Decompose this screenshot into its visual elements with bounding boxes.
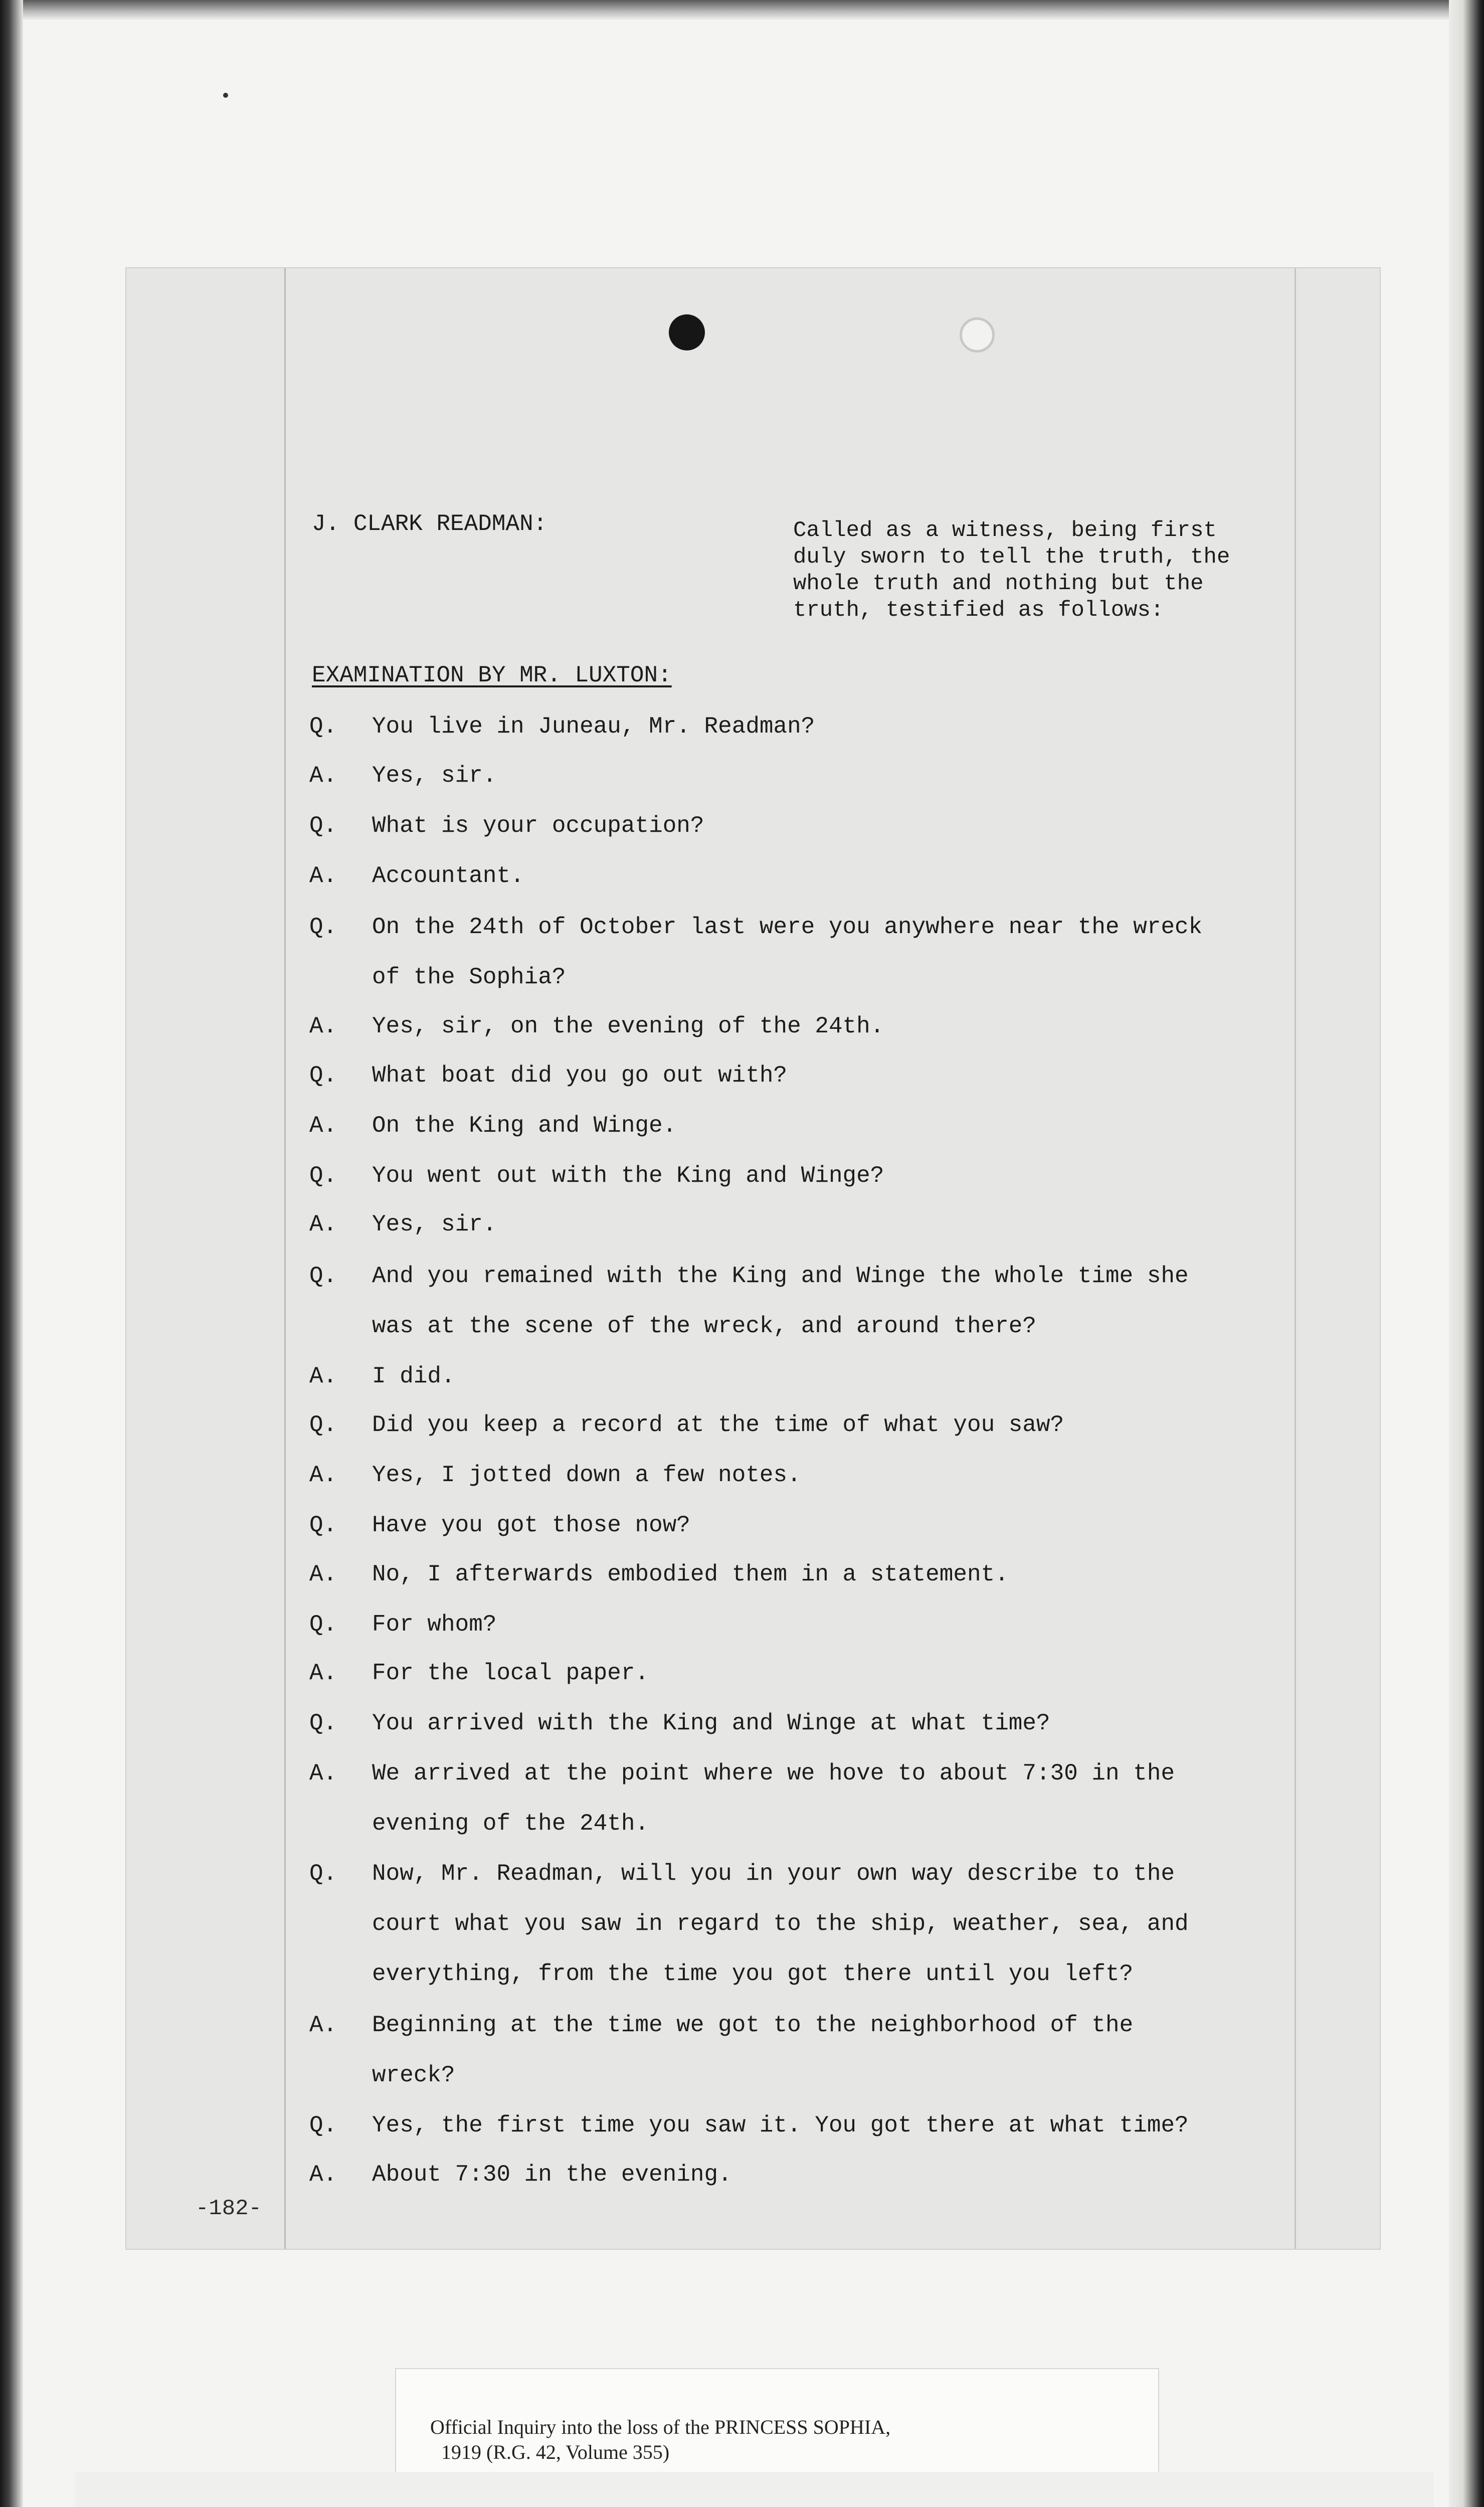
question-label: Q. [309, 914, 337, 940]
question-label: Q. [309, 1861, 337, 1887]
caption-reference: 1919 (R.G. 42, Volume 355) [441, 2441, 670, 2463]
question-label: Q. [309, 1163, 337, 1189]
question-label: Q. [309, 713, 337, 740]
punch-hole [669, 314, 705, 350]
question-label: Q. [309, 813, 337, 839]
answer-text: Yes, sir. [372, 1211, 497, 1237]
oath-line: Called as a witness, being first [793, 518, 1217, 543]
answer-text: On the King and Winge. [372, 1113, 677, 1139]
answer-label: A. [309, 1211, 337, 1237]
answer-text: I did. [372, 1363, 455, 1389]
scan-left-edge [0, 0, 23, 2507]
answer-label: A. [309, 1660, 337, 1686]
question-text: of the Sophia? [372, 964, 566, 990]
answer-text: Beginning at the time we got to the neighborhood of the [372, 2012, 1134, 2038]
transcript-sheet [126, 268, 1380, 2249]
hole-reinforcement-ring [960, 317, 995, 352]
question-text: Have you got those now? [372, 1512, 690, 1538]
answer-label: A. [309, 763, 337, 789]
answer-text: Accountant. [372, 863, 524, 889]
archive-caption-card [396, 2369, 1158, 2474]
scan-top-edge [0, 0, 1484, 20]
question-label: Q. [309, 2112, 337, 2138]
question-label: Q. [309, 1710, 337, 1736]
question-label: Q. [309, 1062, 337, 1089]
question-text: was at the scene of the wreck, and around there? [372, 1313, 1037, 1339]
answer-text: For the local paper. [372, 1660, 649, 1686]
oath-line: duly sworn to tell the truth, the [793, 545, 1230, 570]
answer-text: No, I afterwards embodied them in a statement. [372, 1561, 1009, 1587]
answer-text: wreck? [372, 2062, 455, 2088]
question-text: You arrived with the King and Winge at what time? [372, 1710, 1050, 1736]
question-text: What boat did you go out with? [372, 1062, 788, 1089]
witness-name: J. CLARK READMAN: [312, 511, 547, 537]
answer-label: A. [309, 1113, 337, 1139]
oath-line: whole truth and nothing but the [793, 571, 1204, 596]
question-label: Q. [309, 1512, 337, 1538]
scan-right-edge [1449, 0, 1484, 2507]
left-margin-rule [284, 268, 286, 2249]
question-text: What is your occupation? [372, 813, 704, 839]
answer-label: A. [309, 1462, 337, 1488]
question-label: Q. [309, 1611, 337, 1638]
question-text: Did you keep a record at the time of what you saw? [372, 1412, 1064, 1438]
answer-label: A. [309, 863, 337, 889]
page-number: -182- [196, 2196, 262, 2221]
question-text: court what you saw in regard to the ship, weather, sea, and [372, 1911, 1189, 1937]
question-text: You went out with the King and Winge? [372, 1163, 884, 1189]
question-text: You live in Juneau, Mr. Readman? [372, 713, 815, 740]
question-label: Q. [309, 1263, 337, 1289]
answer-label: A. [309, 2162, 337, 2188]
caption-title: Official Inquiry into the loss of the PRINCESS SOPHIA, [430, 2416, 891, 2438]
answer-label: A. [309, 1561, 337, 1587]
question-text: Now, Mr. Readman, will you in your own way describe to the [372, 1861, 1175, 1887]
question-text: Yes, the first time you saw it. You got there at what time? [372, 2112, 1189, 2138]
oath-line: truth, testified as follows: [793, 598, 1164, 623]
examination-heading: EXAMINATION BY MR. LUXTON: [312, 662, 672, 688]
answer-text: Yes, sir, on the evening of the 24th. [372, 1013, 884, 1039]
question-text: And you remained with the King and Winge the whole time she [372, 1263, 1189, 1289]
answer-text: evening of the 24th. [372, 1811, 649, 1837]
answer-text: About 7:30 in the evening. [372, 2162, 732, 2188]
oath-statement [793, 517, 1370, 624]
answer-label: A. [309, 1363, 337, 1389]
question-text: For whom? [372, 1611, 497, 1638]
answer-label: A. [309, 1760, 337, 1786]
archive-label [75, 2472, 1434, 2507]
question-text: everything, from the time you got there until you left? [372, 1961, 1134, 1987]
question-label: Q. [309, 1412, 337, 1438]
answer-text: We arrived at the point where we hove to about 7:30 in the [372, 1760, 1175, 1786]
answer-text: Yes, sir. [372, 763, 497, 789]
answer-text: Yes, I jotted down a few notes. [372, 1462, 801, 1488]
question-text: On the 24th of October last were you anywhere near the wreck [372, 914, 1203, 940]
dust-speck [223, 93, 228, 98]
answer-label: A. [309, 2012, 337, 2038]
answer-label: A. [309, 1013, 337, 1039]
